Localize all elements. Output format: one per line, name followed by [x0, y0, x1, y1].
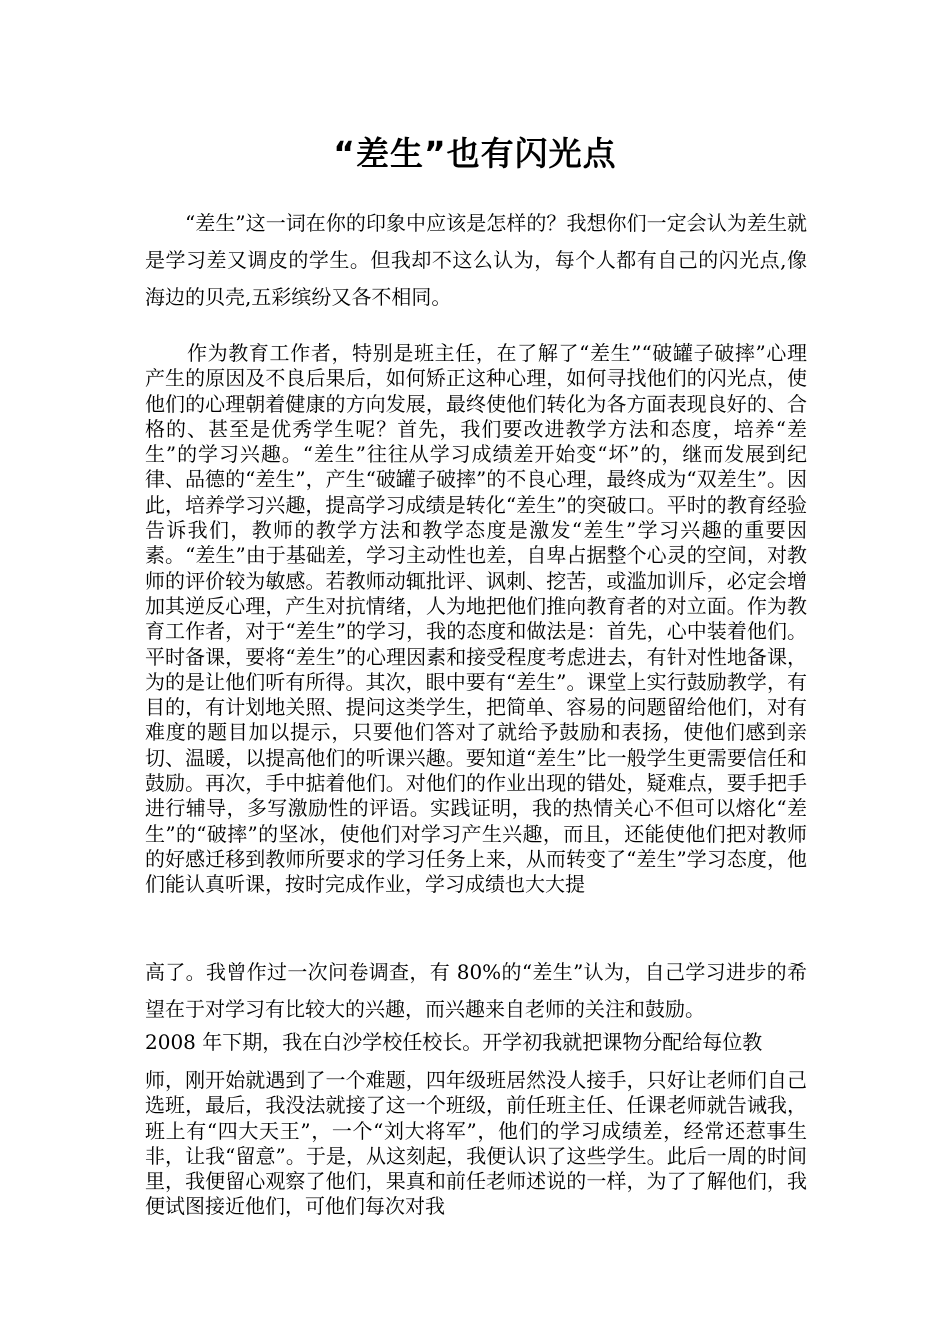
- document-title: “差生”也有闪光点: [333, 134, 617, 173]
- body-paragraph-2-start: 2008 年下期，我在白沙学校任校长。开学初我就把课物分配给每位教: [145, 1030, 763, 1054]
- body-paragraph-1: 作为教育工作者，特别是班主任，在了解了“差生”“破罐子破摔”心理产生的原因及不良后果后，如何矫正这种心理，如何寻找他们的闪光点，使他们的心理朝着健康的方向发展，最终使他们转化为各方面表现良好的、合格的、甚至是优秀学生呢？首先，我们要改进教学方法和态度，培养“差生”的学习兴趣。“差生”往往从学习成绩差开始变“坏”的，继而发展到纪律、品德的“差生”，产生“破罐子破摔”的不良心理，最终成为“双差生”。因此，培养学习兴趣，提高学习成绩是转化“差生”的突破口。平时的教育经验告诉我们，教师的教学方法和教学态度是激发“差生”学习兴趣的重要因素。“差生”由于基础差，学习主动性也差，自卑占据整个心灵的空间，对教师的评价较为敏感。若教师动辄批评、讽刺、挖苦，或滥加训斥，必定会增加其逆反心理，产生对抗情绪，人为地把他们推向教育者的对立面。作为教育工作者，对于“差生”的学习，我的态度和做法是：首先，心中装着他们。平时备课，要将“差生”的心理因素和接受程度考虑进去，有针对性地备课，为的是让他们听有所得。其次，眼中要有“差生”。课堂上实行鼓励教学，有目的，有计划地关照、提问这类学生，把简单、容易的问题留给他们，对有难度的题目加以提示，只要他们答对了就给予鼓励和表扬，使他们感到亲切、温暖，以提高他们的听课兴趣。要知道“差生”比一般学生更需要信任和鼓励。再次，手中掂着他们。对他们的作业出现的错处，疑难点，要手把手进行辅导，多写激励性的评语。实践证明，我的热情关心不但可以熔化“差生”的“破摔”的坚冰，使他们对学习产生兴趣，而且，还能使他们把对教师的好感迁移到教师所要求的学习任务上来，从而转变了“差生”学习态度，他们能认真听课，按时完成作业，学习成绩也大大提: [145, 341, 807, 897]
- body-paragraph-2: 师，刚开始就遇到了一个难题，四年级班居然没人接手，只好让老师们自己选班，最后，我没法就接了这一个班级，前任班主任、任课老师就告诫我，班上有“四大天王”，一个“刘大将军”，他们的学习成绩差，经常还惹事生非，让我“留意”。于是，从这刻起，我便认识了这些学生。此后一周的时间里，我便留心观察了他们，果真和前任老师述说的一样，为了了解他们，我便试图接近他们，可他们每次对我: [145, 1068, 807, 1219]
- body-paragraph-1-end: 高了。我曾作过一次问卷调查，有 80%的“差生”认为，自己学习进步的希望在于对学习有比较大的兴趣，而兴趣来自老师的关注和鼓励。: [145, 960, 807, 1021]
- intro-paragraph: “差生”这一词在你的印象中应该是怎样的？我想你们一定会认为差生就是学习差又调皮的学生。但我却不这么认为，每个人都有自己的闪光点,像海边的贝壳,五彩缤纷又各不相同。: [145, 211, 807, 309]
